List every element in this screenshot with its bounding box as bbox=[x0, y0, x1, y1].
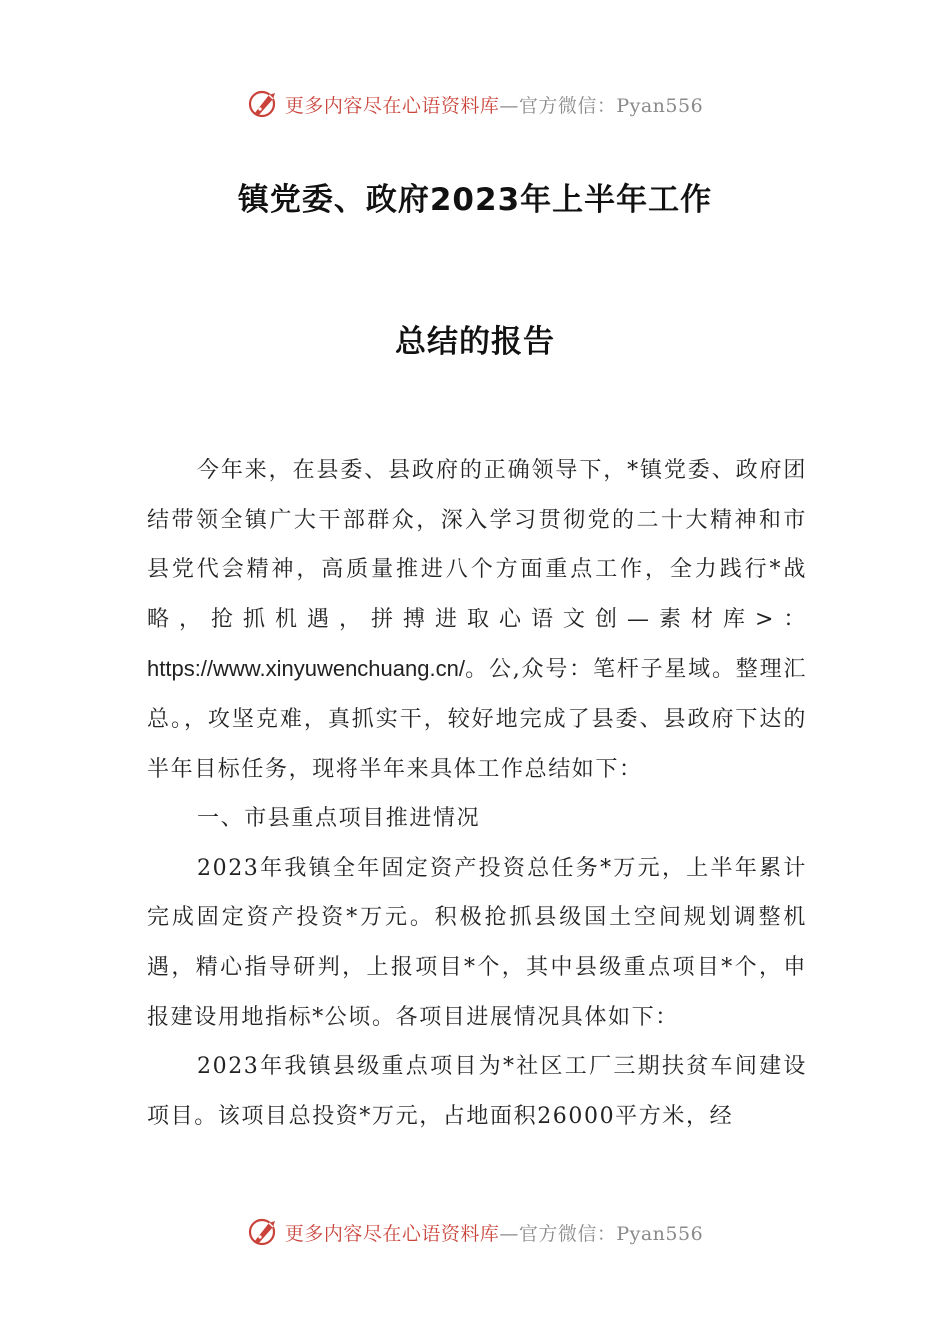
investment-paragraph: 2023年我镇全年固定资产投资总任务*万元，上半年累计完成固定资产投资*万元。积极抢抓县级国土空间规划调整机遇，精心指导研判，上报项目*个，其中县级重点项目*个，申报建设用地指标*公顷。各项目进展情况具体如下： bbox=[147, 855, 807, 1030]
key-project-paragraph: 2023年我镇县级重点项目为*社区工厂三期扶贫车间建设项目。该项目总投资*万元，占地面积26000平方米，经 bbox=[147, 1054, 807, 1129]
pen-nib-logo-icon bbox=[247, 1215, 281, 1249]
document-body bbox=[147, 446, 807, 1141]
header-watermark bbox=[0, 84, 950, 124]
section-1-heading: 一、市县重点项目推进情况 bbox=[197, 806, 481, 832]
pen-nib-logo-icon bbox=[247, 87, 281, 121]
footer-watermark bbox=[0, 1212, 950, 1252]
document-title-line-2: 总结的报告 bbox=[395, 324, 555, 360]
watermark-text: 更多内容尽在心语资料库—官方微信：Pyan556 bbox=[284, 94, 704, 117]
watermark-text: 更多内容尽在心语资料库—官方微信：Pyan556 bbox=[284, 1222, 704, 1245]
intro-url: https://www.xinyuwenchuang.cn/ bbox=[147, 656, 465, 682]
document-title-line-1: 镇党委、政府2023年上半年工作 bbox=[237, 182, 713, 218]
intro-paragraph: 今年来，在县委、县政府的正确领导下，*镇党委、政府团结带领全镇广大干部群众，深入学习贯彻党的二十大精神和市县党代会精神，高质量推进八个方面重点工作，全力践行*战略，抢抓机遇，拼搏进取心语文创—素材库>：https://www.xinyuwenchuang.cn/。公,众号：笔杆子星域。整理汇总。，攻坚克难，真抓实干，较好地完成了县委、县政府下达的半年目标任务，现将半年来具体工作总结如下： bbox=[147, 458, 807, 782]
